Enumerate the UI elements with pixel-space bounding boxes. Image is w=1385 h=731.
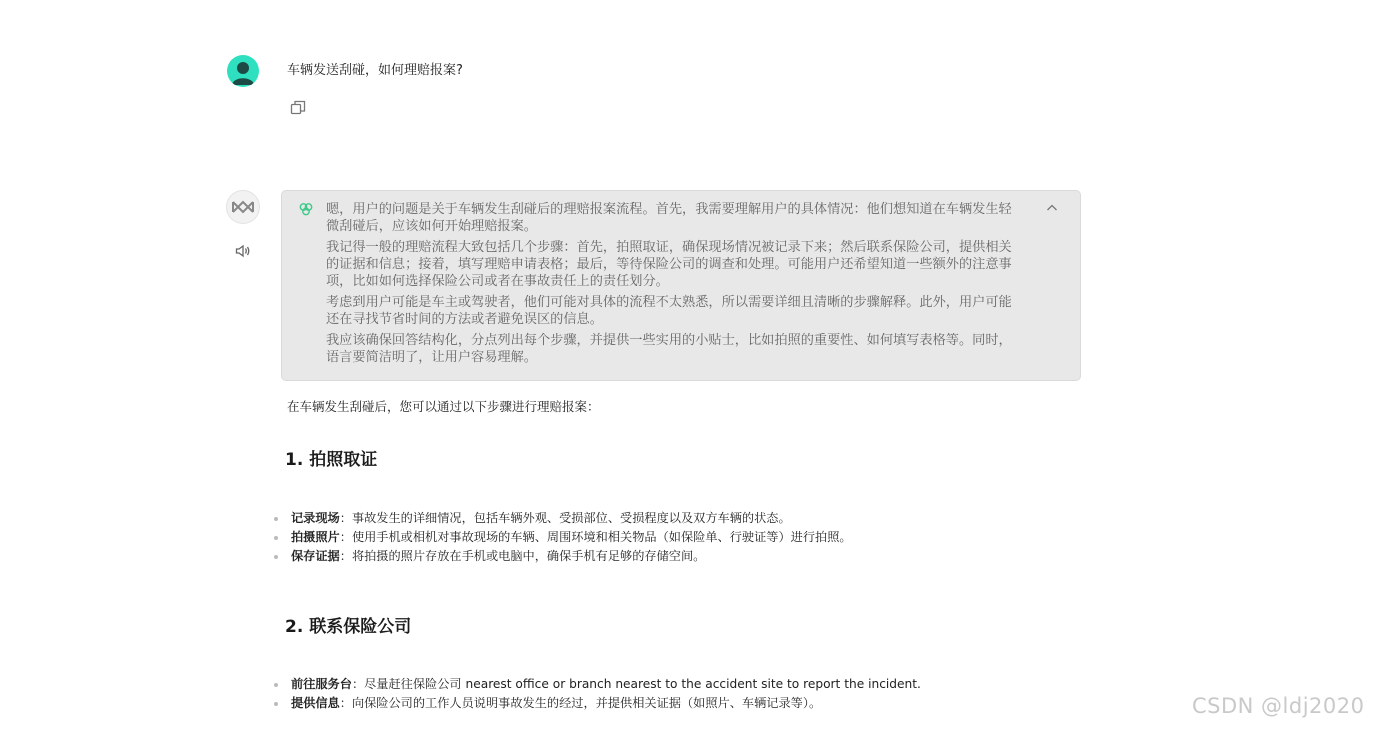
list-item: [272, 509, 852, 528]
bullet-dot: [274, 555, 278, 559]
item-sep: ：: [339, 549, 352, 563]
thinking-paragraph: 考虑到用户可能是车主或驾驶者，他们可能对具体的流程不太熟悉，所以需要详细且清晰的步骤解释。此外，用户可能还在寻找节省时间的方法或者避免误区的信息。: [326, 295, 1012, 327]
item-label: 提供信息: [291, 696, 340, 710]
item-sep: ：: [339, 530, 352, 544]
user-message-text: 车辆发送刮碰，如何理赔报案?: [287, 63, 463, 78]
user-avatar-icon: [227, 55, 259, 87]
speaker-icon[interactable]: [234, 242, 252, 260]
bullet-dot: [274, 683, 278, 687]
list-item: [272, 528, 852, 547]
item-label: 拍摄照片: [291, 530, 340, 544]
item-text: 使用手机或相机对事故现场的车辆、周围环境和相关物品（如保险单、行驶证等）进行拍照。: [351, 530, 852, 544]
bullet-dot: [274, 536, 278, 540]
bullet-list: [272, 675, 921, 713]
item-text: 尽量赶往保险公司 nearest office or branch nearest to the accident site to report the incident.: [364, 677, 921, 691]
list-item: [272, 547, 852, 566]
item-label: 前往服务台: [291, 677, 352, 691]
thinking-content: [326, 201, 1016, 370]
copy-icon[interactable]: [289, 99, 307, 117]
thinking-paragraph: 我应该确保回答结构化，分点列出每个步骤，并提供一些实用的小贴士，比如拍照的重要性、如何填写表格等。同时，语言要简洁明了，让用户容易理解。: [326, 333, 1012, 365]
bullet-dot: [274, 517, 278, 521]
bot-logo-icon: [226, 190, 260, 224]
bullet-dot: [274, 702, 278, 706]
item-text: 将拍摄的照片存放在手机或电脑中，确保手机有足够的存储空间。: [351, 549, 706, 563]
item-label: 保存证据: [291, 549, 340, 563]
item-label: 记录现场: [291, 511, 340, 525]
item-text: 向保险公司的工作人员说明事故发生的经过，并提供相关证据（如照片、车辆记录等）。: [351, 696, 822, 710]
chevron-up-icon[interactable]: [1044, 200, 1060, 216]
item-text: 事故发生的详细情况，包括车辆外观、受损部位、受损程度以及双方车辆的状态。: [351, 511, 791, 525]
item-sep: ：: [339, 696, 352, 710]
thinking-paragraph: 嗯，用户的问题是关于车辆发生刮碰后的理赔报案流程。首先，我需要理解用户的具体情况：他们想知道在车辆发生轻微刮碰后，应该如何开始理赔报案。: [326, 202, 1012, 234]
watermark: CSDN @ldj2020: [1192, 694, 1365, 718]
bullet-list: [272, 509, 852, 566]
section-title: 2. 联系保险公司: [285, 617, 412, 637]
brain-icon: [298, 201, 314, 217]
thinking-panel: [281, 190, 1081, 381]
list-item: [272, 694, 921, 713]
list-item: [272, 675, 921, 694]
item-sep: ：: [351, 677, 365, 691]
thinking-paragraph: 我记得一般的理赔流程大致包括几个步骤：首先，拍照取证，确保现场情况被记录下来；然后联系保险公司，提供相关的证据和信息；接着，填写理赔申请表格；最后，等待保险公司的调查和处理。可能用户还希望知道一些额外的注意事项，比如如何选择保险公司或者在事故责任上的责任划分。: [326, 240, 1012, 289]
section-title: 1. 拍照取证: [285, 450, 378, 470]
answer-intro: 在车辆发生刮碰后，您可以通过以下步骤进行理赔报案：: [287, 399, 600, 414]
item-sep: ：: [339, 511, 352, 525]
